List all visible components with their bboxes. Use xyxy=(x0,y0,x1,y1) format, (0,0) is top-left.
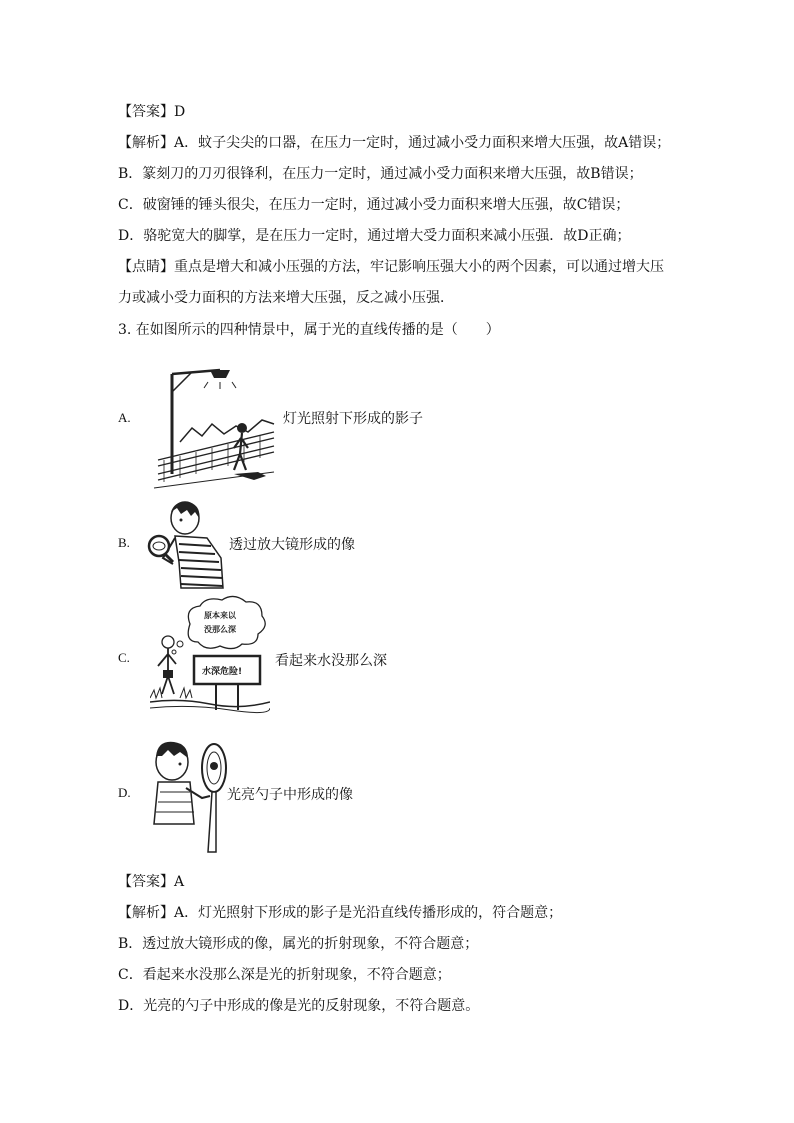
option-a-figure xyxy=(150,362,276,492)
q3-analysis-a: 【解析】A．灯光照射下形成的影子是光沿直线传播形成的，符合题意； xyxy=(118,905,563,921)
q2-analysis-a: 【解析】A．蚊子尖尖的口器，在压力一定时，通过减小受力面积来增大压强，故A错误； xyxy=(118,135,671,151)
q2-answer: 【答案】D xyxy=(118,104,186,120)
q3-analysis-b: B．透过放大镜形成的像，属光的折射现象，不符合题意； xyxy=(118,936,479,952)
q3-answer: 【答案】A xyxy=(118,874,185,890)
option-b-caption: 透过放大镜形成的像 xyxy=(229,537,355,553)
option-a-caption: 灯光照射下形成的影子 xyxy=(283,411,423,427)
magnifier-illustration xyxy=(145,498,227,590)
option-b-figure xyxy=(145,498,227,590)
q2-analysis-b: B．篆刻刀的刀刃很锋利，在压力一定时，通过减小受力面积来增大压强，故B错误； xyxy=(118,166,643,182)
option-d-caption: 光亮勺子中形成的像 xyxy=(227,787,353,803)
spoon-reflection-illustration xyxy=(150,736,232,858)
q2-analysis-c: C．破窗锤的锤头很尖，在压力一定时，通过减小受力面积来增大压强，故C错误； xyxy=(118,197,630,213)
option-a-letter: A. xyxy=(118,410,131,425)
option-c-figure xyxy=(150,594,270,716)
option-c-caption: 看起来水没那么深 xyxy=(275,653,387,669)
q2-comment-line2: 力或减小受力面积的方法来增大压强，反之减小压强． xyxy=(118,290,454,306)
q2-analysis-d: D．骆驼宽大的脚掌，是在压力一定时，通过增大受力面积来减小压强．故D正确； xyxy=(118,228,631,244)
water-depth-illustration xyxy=(150,594,270,716)
q2-comment-line1: 【点睛】重点是增大和减小压强的方法，牢记影响压强大小的两个因素，可以通过增大压 xyxy=(118,259,664,275)
q3-stem: 3. 在如图所示的四种情景中，属于光的直线传播的是（ ） xyxy=(118,322,500,338)
option-d-letter: D. xyxy=(118,785,131,800)
option-c-letter: C. xyxy=(118,650,130,665)
sign-text: 水深危险! xyxy=(202,667,243,677)
option-d-figure xyxy=(150,736,232,858)
cloud-text-2: 没那么深 xyxy=(204,625,236,634)
q3-analysis-c: C．看起来水没那么深是光的折射现象，不符合题意； xyxy=(118,967,451,983)
lamp-shadow-illustration xyxy=(150,362,276,492)
option-b-letter: B. xyxy=(118,535,130,550)
cloud-text-1: 原本来以 xyxy=(204,611,236,620)
q3-analysis-d: D．光亮的勺子中形成的像是光的反射现象，不符合题意。 xyxy=(118,998,480,1014)
